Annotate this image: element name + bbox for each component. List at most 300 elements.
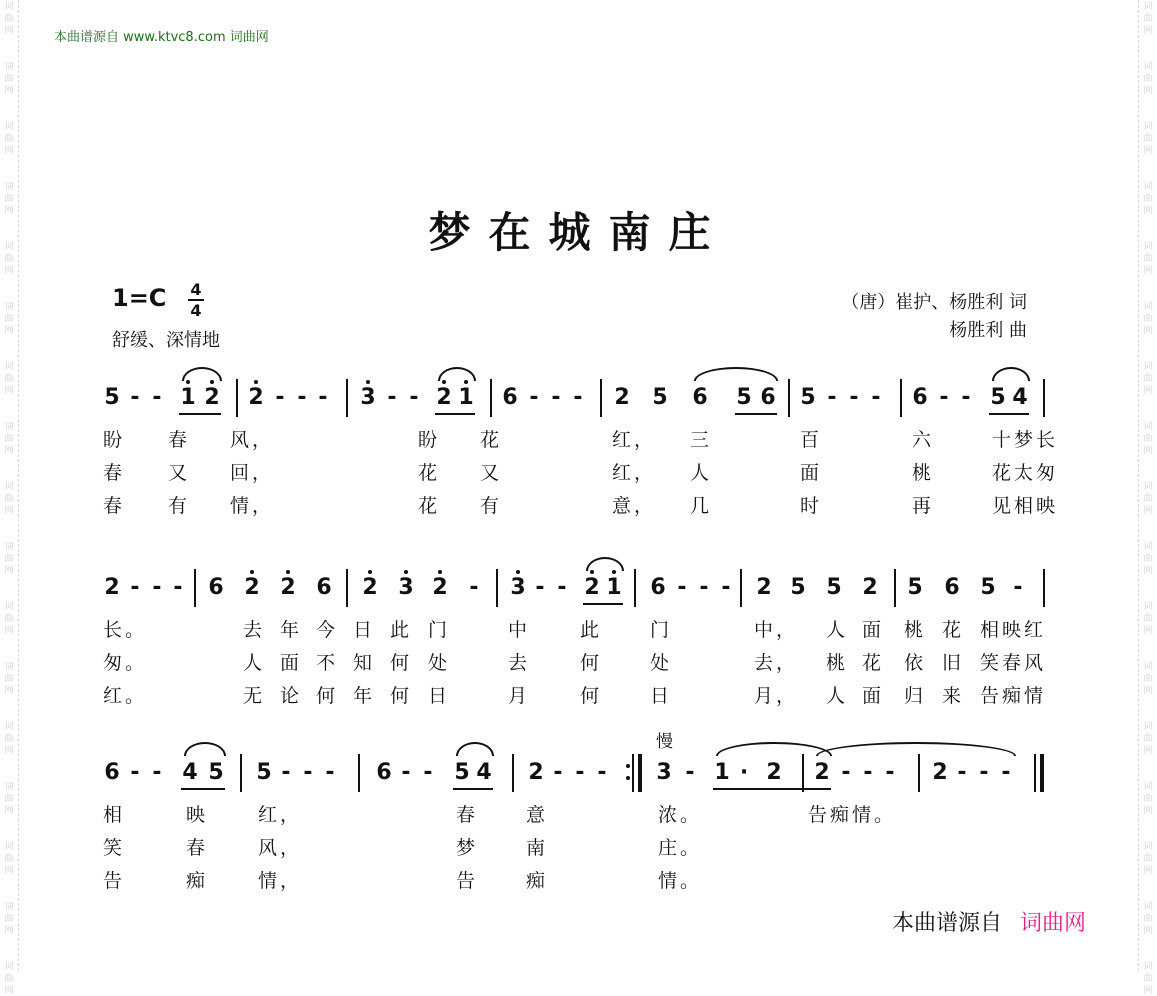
watermark-char: 曲 [1143, 494, 1153, 504]
score-note: 2 [932, 760, 948, 785]
score-note: - [841, 760, 851, 785]
lyric-char: 门 [650, 619, 670, 641]
barline [788, 379, 790, 417]
lyric-char: 春 [103, 495, 123, 517]
watermark-char: 词 [4, 242, 14, 252]
lyric-char: 去 [754, 652, 774, 674]
watermark-char: 曲 [1143, 14, 1153, 24]
watermark-char: 曲 [4, 914, 14, 924]
lyric-char: 告 [456, 870, 476, 892]
score-note: 5 [104, 385, 120, 410]
lyric-char: 痴 [1002, 685, 1022, 707]
watermark-char: 词 [4, 722, 14, 732]
watermark-char: 网 [1143, 986, 1153, 996]
lyric-char: 何 [580, 685, 600, 707]
eighth-underline [583, 603, 623, 605]
lyric-char: 。 [680, 804, 700, 826]
lyric-char: 花 [418, 495, 438, 517]
watermark-char: 词 [4, 422, 14, 432]
score-note: 5 [736, 385, 752, 410]
barline [490, 379, 492, 417]
watermark-char: 词 [4, 182, 14, 192]
watermark-char: 曲 [4, 794, 14, 804]
watermark-char: 词 [4, 122, 14, 132]
lyric-char: 面 [800, 462, 820, 484]
lyric-char: 花 [942, 619, 962, 641]
watermark-char: 曲 [1143, 554, 1153, 564]
score-note: 6 [650, 575, 666, 600]
score-note: 5 [454, 760, 470, 785]
watermark-char: 曲 [1143, 914, 1153, 924]
slur-arc [816, 742, 1016, 756]
lyric-char: 情 [258, 870, 278, 892]
footer-source-label: 本曲谱源自 [892, 911, 1003, 936]
score-note: - [957, 760, 967, 785]
watermark-char: 词 [1143, 182, 1153, 192]
watermark-char: 网 [4, 86, 14, 96]
watermark-char: 曲 [1143, 194, 1153, 204]
score-note: - [130, 575, 140, 600]
lyric-char: 有 [480, 495, 500, 517]
score-note: 6 [760, 385, 776, 410]
watermark-char: 曲 [1143, 74, 1153, 84]
score-note: 2 [436, 385, 452, 410]
lyric-char: 依 [904, 652, 924, 674]
lyric-char: 意 [612, 495, 632, 517]
repeat-barline-thick [638, 754, 642, 792]
score-note: - [597, 760, 607, 785]
watermark-char: 词 [4, 542, 14, 552]
time-sig-top: 4 [190, 280, 202, 299]
watermark-char: 网 [4, 686, 14, 696]
score-note: - [557, 575, 567, 600]
lyric-char: 映 [186, 804, 206, 826]
watermark-char: 网 [4, 26, 14, 36]
score-note: 2 [104, 575, 120, 600]
score-note: 1 [180, 385, 196, 410]
score-note: 2 [528, 760, 544, 785]
lyric-char: ， [252, 495, 272, 517]
lyric-char: 处 [650, 652, 670, 674]
lyric-char: 归 [904, 685, 924, 707]
watermark-char: 词 [1143, 662, 1153, 672]
watermark-char: 网 [4, 146, 14, 156]
watermark-char: 词 [1143, 722, 1153, 732]
score-note: - [575, 760, 585, 785]
barline [346, 569, 348, 607]
barline [802, 754, 804, 792]
high-octave-dot [404, 570, 408, 574]
score-note: 5 [990, 385, 1006, 410]
watermark-char: 网 [1143, 386, 1153, 396]
watermark-char: 曲 [4, 434, 14, 444]
repeat-dot [626, 776, 630, 780]
left-watermark-strip [0, 0, 19, 996]
high-octave-dot [438, 570, 442, 574]
watermark-char: 网 [4, 806, 14, 816]
lyric-char: 桃 [826, 652, 846, 674]
lyric-char: 处 [428, 652, 448, 674]
watermark-char: 曲 [1143, 974, 1153, 984]
watermark-char: 词 [1143, 542, 1153, 552]
tempo-marking: 舒缓、深情地 [112, 330, 220, 351]
lyric-char: 面 [280, 652, 300, 674]
repeat-dot [626, 764, 630, 768]
eighth-underline [989, 413, 1029, 415]
watermark-char: 曲 [1143, 614, 1153, 624]
watermark-char: 曲 [4, 254, 14, 264]
lyric-char: 花 [862, 652, 882, 674]
watermark-char: 词 [4, 842, 14, 852]
barline [512, 754, 514, 792]
final-barline-thick [1040, 754, 1044, 792]
lyric-char: 无 [243, 685, 263, 707]
watermark-char: 网 [1143, 146, 1153, 156]
barline [600, 379, 602, 417]
lyric-char: 红 [1024, 619, 1044, 641]
score-note: 2 [244, 575, 260, 600]
score-note: 3 [398, 575, 414, 600]
watermark-char: 词 [1143, 422, 1153, 432]
score-note: 1 [606, 575, 622, 600]
watermark-char: 曲 [4, 854, 14, 864]
watermark-char: 网 [1143, 686, 1153, 696]
lyric-char: ， [252, 462, 272, 484]
lyric-char: 庄 [658, 837, 678, 859]
lyric-char: 春 [456, 804, 476, 826]
lyric-char: 十 [992, 429, 1012, 451]
lyric-char: ， [280, 837, 300, 859]
watermark-char: 网 [4, 266, 14, 276]
score-note: - [677, 575, 687, 600]
lyric-char: 痴 [526, 870, 546, 892]
score-note: 4 [182, 760, 198, 785]
watermark-char: 词 [1143, 902, 1153, 912]
song-title: 梦在城南庄 [428, 208, 729, 257]
watermark-char: 词 [1143, 482, 1153, 492]
watermark-char: 词 [4, 482, 14, 492]
watermark-char: 网 [4, 506, 14, 516]
score-note: - [325, 760, 335, 785]
lyric-char: 风 [1024, 652, 1044, 674]
score-note: - [529, 385, 539, 410]
watermark-char: 曲 [4, 14, 14, 24]
lyric-char: 梦 [456, 837, 476, 859]
slur-arc [184, 742, 226, 756]
watermark-char: 词 [1143, 782, 1153, 792]
score-note: - [409, 385, 419, 410]
score-note: 5 [800, 385, 816, 410]
high-octave-dot [254, 380, 258, 384]
lyric-char: 人 [826, 685, 846, 707]
lyric-char: 中 [508, 619, 528, 641]
footer-brand: 词曲网 [1020, 911, 1087, 936]
score-note: - [173, 575, 183, 600]
lyric-char: ， [776, 652, 796, 674]
lyric-char: 长 [1036, 429, 1056, 451]
watermark-char: 曲 [4, 194, 14, 204]
lyric-char: 浓 [658, 804, 678, 826]
lyric-char: ， [776, 685, 796, 707]
score-note: - [152, 760, 162, 785]
watermark-char: 网 [4, 206, 14, 216]
score-note: - [553, 760, 563, 785]
barline [1043, 379, 1045, 417]
score-note: - [303, 760, 313, 785]
lyric-char: 梦 [1014, 429, 1034, 451]
barline [194, 569, 196, 607]
lyric-char: 来 [942, 685, 962, 707]
watermark-char: 词 [1143, 602, 1153, 612]
watermark-char: 网 [1143, 746, 1153, 756]
lyric-char: ， [280, 804, 300, 826]
lyric-char: 有 [168, 495, 188, 517]
lyric-char: 映 [1036, 495, 1056, 517]
score-note: 5 [256, 760, 272, 785]
score-note: - [1013, 575, 1023, 600]
lyric-char: 再 [912, 495, 932, 517]
watermark-char: 曲 [1143, 794, 1153, 804]
watermark-char: 词 [1143, 362, 1153, 372]
lyric-char: 时 [800, 495, 820, 517]
score-note: - [685, 760, 695, 785]
lyric-char: 相 [1014, 495, 1034, 517]
barline [496, 569, 498, 607]
lyric-char: 花 [418, 462, 438, 484]
source-header: 本曲谱源自 www.ktvc8.com 词曲网 [54, 30, 269, 45]
lyric-char: 春 [103, 462, 123, 484]
watermark-char: 词 [4, 362, 14, 372]
lyric-char: 风 [258, 837, 278, 859]
score-note: - [871, 385, 881, 410]
watermark-char: 曲 [1143, 854, 1153, 864]
slur-arc [992, 367, 1030, 381]
watermark-char: 曲 [4, 314, 14, 324]
time-sig-bottom: 4 [190, 301, 202, 320]
slur-arc [586, 557, 624, 571]
lyric-char: 人 [690, 462, 710, 484]
right-watermark-strip [1138, 0, 1157, 996]
score-note: 2 [280, 575, 296, 600]
score-note: 2 [614, 385, 630, 410]
watermark-char: 网 [4, 626, 14, 636]
score-note: - [939, 385, 949, 410]
watermark-char: 网 [1143, 866, 1153, 876]
score-note: 6 [208, 575, 224, 600]
watermark-char: 曲 [1143, 314, 1153, 324]
watermark-char: 词 [4, 782, 14, 792]
score-note: - [849, 385, 859, 410]
score-note: 3 [510, 575, 526, 600]
lyric-char: 盼 [103, 429, 123, 451]
lyric-char: 几 [690, 495, 710, 517]
lyric-char: 旧 [942, 652, 962, 674]
score-note: 5 [208, 760, 224, 785]
score-note: - [699, 575, 709, 600]
lyric-char: 告 [103, 870, 123, 892]
score-note: - [721, 575, 731, 600]
watermark-char: 曲 [4, 134, 14, 144]
lyric-char: 又 [480, 462, 500, 484]
final-barline [1034, 754, 1036, 792]
slur-arc [716, 742, 832, 756]
watermark-char: 网 [1143, 566, 1153, 576]
lyric-char: 何 [390, 652, 410, 674]
watermark-char: 网 [4, 386, 14, 396]
watermark-char: 网 [1143, 206, 1153, 216]
lyric-char: 此 [580, 619, 600, 641]
score-note: 1 [714, 760, 730, 785]
lyric-char: 相 [980, 619, 1000, 641]
watermark-char: 网 [4, 446, 14, 456]
score-note: 3 [656, 760, 672, 785]
lyric-char: 又 [168, 462, 188, 484]
lyric-char: 人 [826, 619, 846, 641]
score-note: - [961, 385, 971, 410]
score-note: 6 [376, 760, 392, 785]
lyric-char: 意 [526, 804, 546, 826]
lyric-char: 去 [243, 619, 263, 641]
score-note: · [739, 760, 749, 785]
watermark-char: 曲 [1143, 674, 1153, 684]
lyric-char: 春 [186, 837, 206, 859]
watermark-char: 曲 [4, 674, 14, 684]
lyric-char: 日 [650, 685, 670, 707]
lyricist-credit: （唐）崔护、杨胜利 词 [841, 292, 1027, 313]
watermark-char: 网 [4, 566, 14, 576]
watermark-char: 网 [1143, 806, 1153, 816]
lyric-char: 门 [428, 619, 448, 641]
watermark-char: 网 [4, 866, 14, 876]
barline [240, 754, 242, 792]
watermark-char: 词 [4, 2, 14, 12]
score-note: 2 [248, 385, 264, 410]
lyric-char: 人 [243, 652, 263, 674]
watermark-char: 词 [4, 302, 14, 312]
lyric-char: 面 [862, 619, 882, 641]
score-note: - [387, 385, 397, 410]
barline [900, 379, 902, 417]
score-note: - [1001, 760, 1011, 785]
watermark-char: 曲 [4, 494, 14, 504]
watermark-char: 曲 [1143, 434, 1153, 444]
watermark-char: 词 [4, 962, 14, 972]
watermark-char: 词 [1143, 62, 1153, 72]
lyric-char: 日 [353, 619, 373, 641]
watermark-char: 词 [1143, 242, 1153, 252]
score-note: - [535, 575, 545, 600]
composer-credit: 杨胜利 曲 [949, 320, 1027, 341]
barline [236, 379, 238, 417]
watermark-char: 词 [1143, 962, 1153, 972]
high-octave-dot [366, 380, 370, 384]
score-note: - [281, 760, 291, 785]
watermark-char: 网 [1143, 86, 1153, 96]
watermark-char: 曲 [4, 374, 14, 384]
lyric-char: 日 [428, 685, 448, 707]
lyric-char: 笑 [980, 652, 1000, 674]
score-note: 2 [362, 575, 378, 600]
lyric-char: 何 [580, 652, 600, 674]
lyric-char: 情 [1024, 685, 1044, 707]
barline [894, 569, 896, 607]
lyric-char: 。 [125, 619, 145, 641]
lyric-char: ， [280, 870, 300, 892]
lyric-char: ， [634, 462, 654, 484]
score-note: 6 [692, 385, 708, 410]
lyric-char: 年 [353, 685, 373, 707]
high-octave-dot [516, 570, 520, 574]
score-note: 5 [980, 575, 996, 600]
lyric-char: 桃 [912, 462, 932, 484]
score-note: - [885, 760, 895, 785]
score-note: 4 [1012, 385, 1028, 410]
watermark-char: 网 [4, 326, 14, 336]
lyric-char: 花 [480, 429, 500, 451]
eighth-underline [179, 413, 221, 415]
score-note: 4 [476, 760, 492, 785]
score-note: 2 [766, 760, 782, 785]
lyric-char: 百 [800, 429, 820, 451]
watermark-char: 网 [4, 986, 14, 996]
watermark-char: 网 [1143, 626, 1153, 636]
lyric-char: 红 [612, 429, 632, 451]
slur-arc [456, 742, 494, 756]
watermark-char: 网 [1143, 926, 1153, 936]
lyric-char: 不 [316, 652, 336, 674]
lyric-char: 。 [680, 837, 700, 859]
lyric-char: 情 [852, 804, 872, 826]
lyric-char: 匆 [1036, 462, 1056, 484]
lyric-char: 。 [125, 685, 145, 707]
lyric-char: 春 [1002, 652, 1022, 674]
high-octave-dot [250, 570, 254, 574]
barline [358, 754, 360, 792]
barline [346, 379, 348, 417]
score-note: - [275, 385, 285, 410]
score-note: - [318, 385, 328, 410]
high-octave-dot [286, 570, 290, 574]
lyric-char: 盼 [418, 429, 438, 451]
watermark-char: 网 [1143, 506, 1153, 516]
repeat-barline [632, 754, 634, 792]
watermark-char: 曲 [1143, 374, 1153, 384]
score-note: - [152, 575, 162, 600]
watermark-char: 网 [1143, 266, 1153, 276]
slur-arc [182, 367, 222, 381]
lyric-char: 月 [508, 685, 528, 707]
lyric-char: 长 [103, 619, 123, 641]
watermark-char: 词 [1143, 2, 1153, 12]
score-note: 2 [204, 385, 220, 410]
lyric-char: 论 [280, 685, 300, 707]
lyric-char: 中 [754, 619, 774, 641]
watermark-char: 词 [1143, 122, 1153, 132]
lyric-char: 回 [230, 462, 250, 484]
lyric-char: ， [634, 429, 654, 451]
lyric-char: 笑 [103, 837, 123, 859]
lyric-char: 痴 [830, 804, 850, 826]
score-note: 6 [316, 575, 332, 600]
watermark-char: 词 [4, 902, 14, 912]
score-note: - [152, 385, 162, 410]
lyric-char: 见 [992, 495, 1012, 517]
score-note: 2 [432, 575, 448, 600]
barline [1043, 569, 1045, 607]
lyric-char: 红 [258, 804, 278, 826]
eighth-underline [713, 788, 831, 790]
watermark-char: 网 [1143, 26, 1153, 36]
